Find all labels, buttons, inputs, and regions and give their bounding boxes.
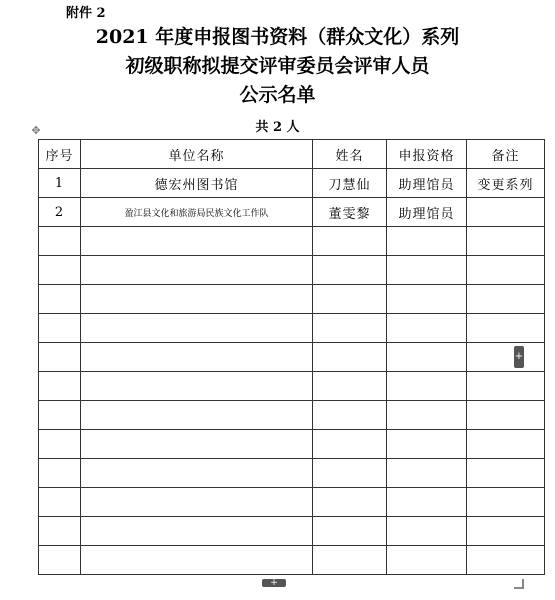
empty-cell[interactable] xyxy=(39,285,81,314)
total-count: 共 2 人 xyxy=(255,120,300,135)
empty-cell[interactable] xyxy=(81,546,313,575)
empty-cell[interactable] xyxy=(81,459,313,488)
empty-cell[interactable] xyxy=(39,314,81,343)
empty-cell[interactable] xyxy=(39,430,81,459)
table-cell[interactable]: 德宏州图书馆 xyxy=(81,169,313,198)
empty-cell[interactable] xyxy=(313,430,387,459)
empty-cell[interactable] xyxy=(39,343,81,372)
empty-cell[interactable] xyxy=(387,372,467,401)
empty-cell[interactable] xyxy=(387,430,467,459)
empty-table-row xyxy=(39,343,545,372)
empty-cell[interactable] xyxy=(387,401,467,430)
empty-table-row xyxy=(39,546,545,575)
empty-table-row xyxy=(39,372,545,401)
table-cell[interactable]: 助理馆员 xyxy=(387,169,467,198)
empty-cell[interactable] xyxy=(467,459,545,488)
table-row xyxy=(39,169,545,198)
empty-cell[interactable] xyxy=(81,517,313,546)
empty-cell[interactable] xyxy=(39,256,81,285)
header-cell[interactable]: 姓名 xyxy=(313,140,387,169)
empty-cell[interactable] xyxy=(387,546,467,575)
empty-cell[interactable] xyxy=(467,227,545,256)
table-cell[interactable]: 2 xyxy=(39,198,81,227)
empty-cell[interactable] xyxy=(81,430,313,459)
empty-cell[interactable] xyxy=(81,227,313,256)
empty-cell[interactable] xyxy=(81,372,313,401)
empty-cell[interactable] xyxy=(81,256,313,285)
empty-table-row xyxy=(39,430,545,459)
empty-cell[interactable] xyxy=(467,546,545,575)
empty-cell[interactable] xyxy=(313,285,387,314)
plus-icon[interactable]: + xyxy=(262,579,286,587)
empty-cell[interactable] xyxy=(39,459,81,488)
move-icon[interactable]: ✥ xyxy=(31,124,41,137)
empty-table-row xyxy=(39,488,545,517)
empty-cell[interactable] xyxy=(313,401,387,430)
empty-cell[interactable] xyxy=(387,459,467,488)
header-cell[interactable]: 申报资格 xyxy=(387,140,467,169)
empty-cell[interactable] xyxy=(467,314,545,343)
empty-cell[interactable] xyxy=(313,517,387,546)
title-line-3: 公示名单 xyxy=(239,84,316,106)
empty-cell[interactable] xyxy=(467,256,545,285)
empty-cell[interactable] xyxy=(467,372,545,401)
empty-cell[interactable] xyxy=(313,459,387,488)
personnel-table xyxy=(38,139,545,575)
empty-cell[interactable] xyxy=(387,285,467,314)
empty-cell[interactable] xyxy=(313,546,387,575)
empty-cell[interactable] xyxy=(313,256,387,285)
empty-cell[interactable] xyxy=(81,285,313,314)
header-cell[interactable]: 备注 xyxy=(467,140,545,169)
empty-cell[interactable] xyxy=(39,372,81,401)
title-line-2: 初级职称拟提交评审委员会评审人员 xyxy=(125,55,430,77)
empty-cell[interactable] xyxy=(81,314,313,343)
empty-table-row xyxy=(39,256,545,285)
empty-cell[interactable] xyxy=(39,546,81,575)
empty-cell[interactable] xyxy=(39,488,81,517)
table-cell[interactable]: 董雯黎 xyxy=(313,198,387,227)
empty-table-row xyxy=(39,227,545,256)
title-line-1: 2021 年度申报图书资料（群众文化）系列 xyxy=(95,26,460,48)
empty-cell[interactable] xyxy=(387,343,467,372)
attachment-label: 附件 2 xyxy=(66,6,106,21)
empty-cell[interactable] xyxy=(467,488,545,517)
empty-cell[interactable] xyxy=(467,343,545,372)
empty-cell[interactable] xyxy=(467,285,545,314)
table-header-row xyxy=(39,140,545,169)
plus-icon[interactable]: + xyxy=(514,346,524,368)
table-cell[interactable]: 刀慧仙 xyxy=(313,169,387,198)
empty-cell[interactable] xyxy=(313,227,387,256)
empty-table-row xyxy=(39,459,545,488)
table-cell[interactable]: 盈江县文化和旅游局民族文化工作队 xyxy=(81,198,313,227)
empty-cell[interactable] xyxy=(387,488,467,517)
empty-cell[interactable] xyxy=(313,343,387,372)
empty-cell[interactable] xyxy=(313,488,387,517)
empty-table-row xyxy=(39,517,545,546)
empty-table-row xyxy=(39,314,545,343)
empty-cell[interactable] xyxy=(387,256,467,285)
empty-cell[interactable] xyxy=(39,227,81,256)
empty-cell[interactable] xyxy=(313,314,387,343)
empty-cell[interactable] xyxy=(81,488,313,517)
resize-corner-icon[interactable] xyxy=(514,579,524,589)
empty-cell[interactable] xyxy=(387,517,467,546)
empty-cell[interactable] xyxy=(313,372,387,401)
empty-cell[interactable] xyxy=(81,343,313,372)
empty-table-row xyxy=(39,401,545,430)
header-cell[interactable]: 单位名称 xyxy=(81,140,313,169)
empty-cell[interactable] xyxy=(467,517,545,546)
empty-cell[interactable] xyxy=(81,401,313,430)
table-cell[interactable]: 助理馆员 xyxy=(387,198,467,227)
empty-cell[interactable] xyxy=(387,227,467,256)
empty-table-row xyxy=(39,285,545,314)
empty-cell[interactable] xyxy=(39,401,81,430)
header-cell[interactable]: 序号 xyxy=(39,140,81,169)
table-cell[interactable] xyxy=(467,198,545,227)
table-cell[interactable]: 变更系列 xyxy=(467,169,545,198)
table-cell[interactable]: 1 xyxy=(39,169,81,198)
empty-cell[interactable] xyxy=(467,430,545,459)
table-row xyxy=(39,198,545,227)
empty-cell[interactable] xyxy=(467,401,545,430)
empty-cell[interactable] xyxy=(387,314,467,343)
empty-cell[interactable] xyxy=(39,517,81,546)
